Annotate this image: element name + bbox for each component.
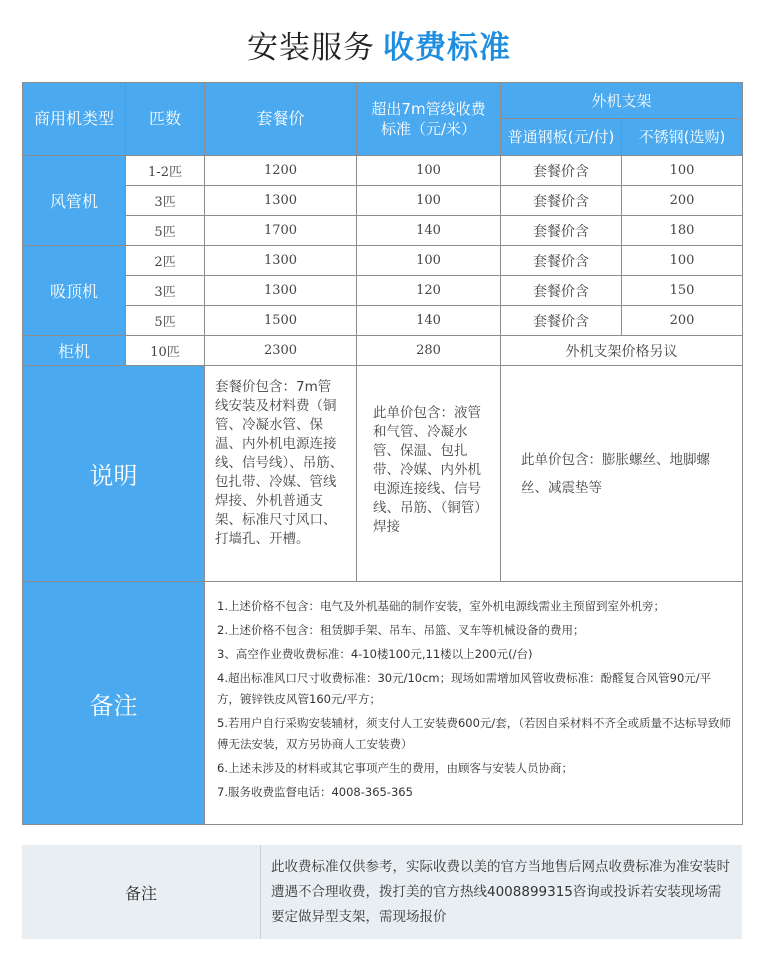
price-cell: 1500 [205, 306, 357, 336]
table-row [23, 186, 743, 216]
pipe-cell: 140 [357, 216, 501, 246]
hp-cell: 10匹 [126, 336, 205, 366]
steel-cell: 套餐价含 [501, 246, 622, 276]
group-name: 吸顶机 [23, 246, 126, 336]
stainless-cell: 150 [622, 276, 743, 306]
remarks-label: 备注 [23, 582, 205, 825]
price-cell: 2300 [205, 336, 357, 366]
footer-note [22, 845, 742, 939]
group-name: 风管机 [23, 156, 126, 246]
stainless-cell: 100 [622, 246, 743, 276]
header-bracket: 外机支架 [501, 83, 743, 119]
remark-item: 2.上述价格不包含：租赁脚手架、吊车、吊篮、叉车等机械设备的费用； [217, 623, 585, 637]
explain-label: 说明 [23, 366, 205, 582]
pipe-cell: 100 [357, 246, 501, 276]
remark-item: 3、高空作业费收费标准：4-10楼100元,11楼以上200元(/台) [217, 647, 533, 661]
steel-cell: 套餐价含 [501, 276, 622, 306]
header-extra-pipe: 超出7m管线收费标准（元/米） [357, 83, 501, 156]
steel-cell: 套餐价含 [501, 186, 622, 216]
stainless-cell: 180 [622, 216, 743, 246]
stainless-cell: 100 [622, 156, 743, 186]
price-cell: 1200 [205, 156, 357, 186]
remarks-list [205, 582, 743, 825]
price-cell: 1300 [205, 276, 357, 306]
group-name: 柜机 [23, 336, 126, 366]
stainless-cell: 200 [622, 306, 743, 336]
hp-cell: 5匹 [126, 216, 205, 246]
price-cell: 1300 [205, 246, 357, 276]
title-accent: 收费标准 [383, 30, 511, 66]
header-hp: 匹数 [126, 83, 205, 156]
remark-item: 1.上述价格不包含：电气及外机基础的制作安装，室外机电源线需业主预留到室外机旁； [217, 599, 665, 613]
bracket-note-cell: 外机支架价格另议 [501, 336, 743, 366]
steel-cell: 套餐价含 [501, 306, 622, 336]
explain-pipe: 此单价包含：液管和气管、冷凝水管、保温、包扎带、冷媒、内外机电源连接线、信号线、吊筋、（铜管）焊接 [357, 366, 501, 582]
title-prefix: 安装服务 [247, 30, 375, 66]
table-row [23, 156, 743, 186]
remark-item: 4.超出标准风口尺寸收费标准：30元/10cm；现场如需增加风管收费标准：酚醛复合风管90元/平方，镀锌铁皮风管160元/平方； [217, 671, 712, 706]
steel-cell: 套餐价含 [501, 216, 622, 246]
pipe-cell: 100 [357, 156, 501, 186]
stainless-cell: 200 [622, 186, 743, 216]
price-cell: 1300 [205, 186, 357, 216]
header-steel: 普通钢板(元/付) [501, 119, 622, 156]
explain-package: 套餐价包含：7m管线安装及材料费（铜管、冷凝水管、保温、内外机电源连接线、信号线）、吊筋、包扎带、冷媒、管线焊接、外机普通支架、标准尺寸风口、打墙孔、开槽。 [205, 366, 357, 582]
table-row [23, 306, 743, 336]
table-row [23, 246, 743, 276]
price-table [22, 82, 743, 825]
hp-cell: 1-2匹 [126, 156, 205, 186]
pipe-cell: 100 [357, 186, 501, 216]
table-row [23, 216, 743, 246]
footer-label: 备注 [22, 845, 261, 939]
remark-item: 6.上述未涉及的材料或其它事项产生的费用，由顾客与安装人员协商； [217, 761, 573, 775]
page-title [0, 22, 758, 67]
header-stainless: 不锈钢(选购) [622, 119, 743, 156]
remark-item: 7.服务收费监督电话：4008-365-365 [217, 785, 413, 799]
footer-text: 此收费标准仅供参考，实际收费以美的官方当地售后网点收费标准为准安装时遭遇不合理收费，拨打美的官方热线4008899315咨询或投诉若安装现场需要定做异型支架，需现场报价 [271, 859, 730, 925]
pipe-cell: 280 [357, 336, 501, 366]
explain-bracket: 此单价包含：膨胀螺丝、地脚螺丝、减震垫等 [501, 366, 743, 582]
header-type: 商用机类型 [23, 83, 126, 156]
hp-cell: 3匹 [126, 276, 205, 306]
table-row [23, 276, 743, 306]
steel-cell: 套餐价含 [501, 156, 622, 186]
pipe-cell: 120 [357, 276, 501, 306]
hp-cell: 2匹 [126, 246, 205, 276]
hp-cell: 5匹 [126, 306, 205, 336]
header-package: 套餐价 [205, 83, 357, 156]
remark-item: 5.若用户自行采购安装辅材，须支付人工安装费600元/套，（若因自采材料不齐全或质量不达标导致师傅无法安装，双方另协商人工安装费） [217, 716, 732, 751]
pipe-cell: 140 [357, 306, 501, 336]
price-cell: 1700 [205, 216, 357, 246]
table-row [23, 336, 743, 366]
hp-cell: 3匹 [126, 186, 205, 216]
